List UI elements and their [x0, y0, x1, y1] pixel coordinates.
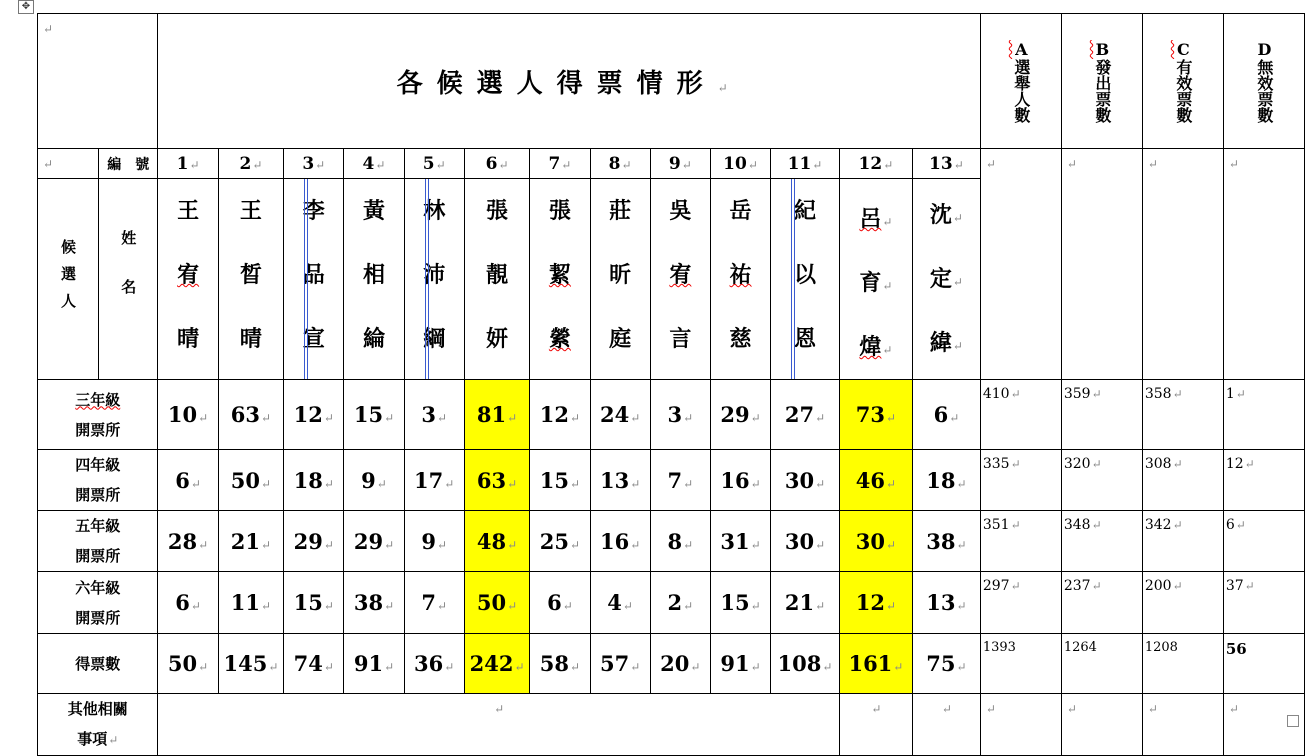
- vote-cell[interactable]: 15↵: [710, 572, 770, 634]
- stat-a-cell[interactable]: 410↵: [980, 380, 1061, 450]
- vote-cell[interactable]: 9↵: [344, 450, 404, 511]
- vote-cell[interactable]: 12↵: [284, 380, 344, 450]
- stat-a-cell[interactable]: 335↵: [980, 450, 1061, 511]
- candidate-no-3: 3↵: [284, 149, 344, 179]
- vote-cell[interactable]: 6↵: [912, 380, 980, 450]
- vote-cell[interactable]: 2↵: [650, 572, 710, 634]
- candidate-no-11: 11↵: [771, 149, 840, 179]
- vote-cell[interactable]: 15↵: [530, 450, 590, 511]
- row-label-grade5: 五年級 開票所: [38, 511, 158, 572]
- candidate-no-5: 5↵: [404, 149, 464, 179]
- total-cell[interactable]: 91↵: [344, 634, 404, 694]
- stat-a-cell[interactable]: 351↵: [980, 511, 1061, 572]
- stat-b-cell[interactable]: 237↵: [1061, 572, 1142, 634]
- vote-cell-highlighted[interactable]: 48↵: [464, 511, 530, 572]
- vote-cell[interactable]: 24↵: [590, 380, 650, 450]
- a-empty-cell[interactable]: ↵: [980, 149, 1061, 380]
- stat-a-cell[interactable]: 297↵: [980, 572, 1061, 634]
- vote-cell[interactable]: 15↵: [284, 572, 344, 634]
- vote-cell[interactable]: 16↵: [590, 511, 650, 572]
- total-stat-a[interactable]: 1393: [980, 634, 1061, 694]
- candidate-no-7: 7↵: [530, 149, 590, 179]
- vote-cell-highlighted[interactable]: 30↵: [839, 511, 912, 572]
- vote-cell-highlighted[interactable]: 81↵: [464, 380, 530, 450]
- vote-cell[interactable]: 38↵: [912, 511, 980, 572]
- vote-cell[interactable]: 38↵: [344, 572, 404, 634]
- candidate-name-5: 林 沛 綱: [404, 179, 464, 380]
- number-label: 編 號: [99, 149, 158, 179]
- row-label-other: 其他相關 事項↵: [38, 694, 158, 756]
- table-move-handle[interactable]: ✥: [18, 0, 34, 14]
- other-cell-13[interactable]: ↵: [912, 694, 980, 756]
- candidate-no-1: 1↵: [158, 149, 218, 179]
- candidate-name-7: 張 絜 縈: [530, 179, 590, 380]
- header-b-letter: B: [1092, 39, 1112, 59]
- candidate-label: 候選人: [38, 179, 99, 380]
- vote-cell[interactable]: 29↵: [710, 380, 770, 450]
- total-stat-c[interactable]: 1208: [1142, 634, 1223, 694]
- title-text: 各候選人得票情形: [396, 68, 717, 99]
- total-cell[interactable]: 75↵: [912, 634, 980, 694]
- stat-c-cell[interactable]: 308↵: [1142, 450, 1223, 511]
- vote-cell[interactable]: 3↵: [404, 380, 464, 450]
- vote-cell[interactable]: 50↵: [218, 450, 284, 511]
- candidate-no-9: 9↵: [650, 149, 710, 179]
- vote-cell[interactable]: 3↵: [650, 380, 710, 450]
- candidate-no-12: 12↵: [839, 149, 912, 179]
- top-left-empty-cell[interactable]: ↵: [38, 14, 158, 149]
- vote-cell[interactable]: 28↵: [158, 511, 218, 572]
- header-d-label: 無效票數: [1254, 58, 1274, 123]
- table-row: [38, 511, 1305, 572]
- vote-cell[interactable]: 25↵: [530, 511, 590, 572]
- total-cell[interactable]: 145↵: [218, 634, 284, 694]
- d-empty-cell[interactable]: ↵: [1223, 149, 1304, 380]
- vote-cell[interactable]: 13↵: [590, 450, 650, 511]
- header-a-letter: A: [1011, 39, 1031, 59]
- stat-c-cell[interactable]: 200↵: [1142, 572, 1223, 634]
- stat-b-cell[interactable]: 348↵: [1061, 511, 1142, 572]
- header-a-label: 選舉人數: [1011, 58, 1031, 123]
- vote-cell[interactable]: 4↵: [590, 572, 650, 634]
- stat-c-cell[interactable]: 358↵: [1142, 380, 1223, 450]
- candidate-no-2: 2↵: [218, 149, 284, 179]
- header-b-label: 發出票數: [1092, 58, 1112, 123]
- vote-cell[interactable]: 16↵: [710, 450, 770, 511]
- candidate-no-4: 4↵: [344, 149, 404, 179]
- vote-cell[interactable]: 9↵: [404, 511, 464, 572]
- other-cell-12[interactable]: ↵: [839, 694, 912, 756]
- table-row: [38, 450, 1305, 511]
- header-d: [1223, 14, 1304, 149]
- vote-cell[interactable]: 21↵: [771, 572, 840, 634]
- total-cell[interactable]: 50↵: [158, 634, 218, 694]
- candidate-name-4: 黃 相 綸: [344, 179, 404, 380]
- candidate-no-6: 6↵: [464, 149, 530, 179]
- candidate-name-13: 沈↵ 定↵ 緯↵: [912, 179, 980, 380]
- vote-cell-highlighted[interactable]: 12↵: [839, 572, 912, 634]
- header-a: [980, 14, 1061, 149]
- other-cell-b[interactable]: ↵: [1061, 694, 1142, 756]
- row-label-grade4: 四年級 開票所: [38, 450, 158, 511]
- stat-d-cell[interactable]: 6↵: [1223, 511, 1304, 572]
- vote-cell-highlighted[interactable]: 73↵: [839, 380, 912, 450]
- vote-cell[interactable]: 29↵: [344, 511, 404, 572]
- number-row-empty[interactable]: ↵: [38, 149, 99, 179]
- vote-cell[interactable]: 7↵: [404, 572, 464, 634]
- candidate-name-2: 王 晳 晴: [218, 179, 284, 380]
- vote-cell[interactable]: 10↵: [158, 380, 218, 450]
- other-cell-d[interactable]: ↵: [1223, 694, 1304, 756]
- table-title: 各候選人得票情形↵: [158, 14, 980, 149]
- candidate-name-3: 李 品 宣: [284, 179, 344, 380]
- stat-d-cell[interactable]: 12↵: [1223, 450, 1304, 511]
- vote-cell[interactable]: 63↵: [218, 380, 284, 450]
- row-label-grade3: 三年級 開票所: [38, 380, 158, 450]
- candidate-name-8: 莊 昕 庭: [590, 179, 650, 380]
- table-row: [38, 380, 1305, 450]
- other-notes-cell[interactable]: ↵: [158, 694, 839, 756]
- vote-cell[interactable]: 11↵: [218, 572, 284, 634]
- stat-c-cell[interactable]: 342↵: [1142, 511, 1223, 572]
- vote-cell[interactable]: 18↵: [284, 450, 344, 511]
- total-cell[interactable]: 36↵: [404, 634, 464, 694]
- total-cell-highlighted[interactable]: 161↵: [839, 634, 912, 694]
- total-cell[interactable]: 108↵: [771, 634, 840, 694]
- row-label-total: 得票數: [38, 634, 158, 694]
- b-empty-cell[interactable]: ↵: [1061, 149, 1142, 380]
- vote-cell[interactable]: 6↵: [530, 572, 590, 634]
- vote-cell[interactable]: 12↵: [530, 380, 590, 450]
- candidate-name-9: 吳 宥 言: [650, 179, 710, 380]
- total-cell[interactable]: 74↵: [284, 634, 344, 694]
- table-resize-handle[interactable]: [1287, 715, 1299, 727]
- header-c-label: 有效票數: [1173, 58, 1193, 123]
- candidate-name-1: 王 宥 晴: [158, 179, 218, 380]
- vote-cell[interactable]: 7↵: [650, 450, 710, 511]
- other-row: [38, 694, 1305, 756]
- vote-cell[interactable]: 31↵: [710, 511, 770, 572]
- vote-cell[interactable]: 6↵: [158, 450, 218, 511]
- total-cell[interactable]: 20↵: [650, 634, 710, 694]
- total-cell[interactable]: 57↵: [590, 634, 650, 694]
- vote-cell[interactable]: 15↵: [344, 380, 404, 450]
- vote-cell[interactable]: 6↵: [158, 572, 218, 634]
- name-label: 姓名: [99, 179, 158, 380]
- vote-cell[interactable]: 18↵: [912, 450, 980, 511]
- candidate-no-10: 10↵: [710, 149, 770, 179]
- vote-cell[interactable]: 13↵: [912, 572, 980, 634]
- vote-cell[interactable]: 17↵: [404, 450, 464, 511]
- stat-b-cell[interactable]: 320↵: [1061, 450, 1142, 511]
- c-empty-cell[interactable]: ↵: [1142, 149, 1223, 380]
- vote-cell-highlighted[interactable]: 50↵: [464, 572, 530, 634]
- vote-cell[interactable]: 30↵: [771, 450, 840, 511]
- stat-b-cell[interactable]: 359↵: [1061, 380, 1142, 450]
- total-cell-highlighted[interactable]: 242↵: [464, 634, 530, 694]
- stat-d-cell[interactable]: 1↵: [1223, 380, 1304, 450]
- other-cell-a[interactable]: ↵: [980, 694, 1061, 756]
- vote-cell[interactable]: 29↵: [284, 511, 344, 572]
- table-row: [38, 572, 1305, 634]
- other-cell-c[interactable]: ↵: [1142, 694, 1223, 756]
- row-label-grade6: 六年級 開票所: [38, 572, 158, 634]
- candidate-name-6: 張 靚 妍: [464, 179, 530, 380]
- total-stat-b[interactable]: 1264: [1061, 634, 1142, 694]
- vote-results-table: [37, 13, 1305, 756]
- candidate-no-13: 13↵: [912, 149, 980, 179]
- candidate-name-10: 岳 祐 慈: [710, 179, 770, 380]
- candidate-no-8: 8↵: [590, 149, 650, 179]
- candidate-name-12: 呂↵ 育↵ 煒↵: [839, 179, 912, 380]
- candidate-name-11: 紀 以 恩: [771, 179, 840, 380]
- vote-cell-highlighted[interactable]: 63↵: [464, 450, 530, 511]
- header-b: [1061, 14, 1142, 149]
- vote-cell-highlighted[interactable]: 46↵: [839, 450, 912, 511]
- stat-d-cell[interactable]: 37↵: [1223, 572, 1304, 634]
- vote-cell[interactable]: 27↵: [771, 380, 840, 450]
- total-cell[interactable]: 58↵: [530, 634, 590, 694]
- vote-cell[interactable]: 21↵: [218, 511, 284, 572]
- header-c: [1142, 14, 1223, 149]
- header-d-letter: D: [1254, 39, 1274, 59]
- total-stat-d[interactable]: 56: [1223, 634, 1304, 694]
- vote-cell[interactable]: 30↵: [771, 511, 840, 572]
- vote-cell[interactable]: 8↵: [650, 511, 710, 572]
- total-cell[interactable]: 91↵: [710, 634, 770, 694]
- totals-row: [38, 634, 1305, 694]
- header-c-letter: C: [1173, 39, 1193, 59]
